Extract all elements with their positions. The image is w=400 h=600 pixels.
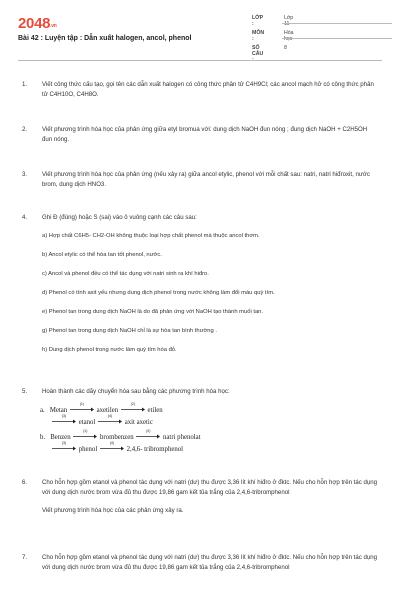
logo-main-text: 2048 [18, 15, 51, 32]
question-number: 5. [22, 388, 28, 395]
chain-substance: axit axetic [124, 419, 153, 426]
chain-substance: axetilen [96, 407, 119, 414]
meta-subject-value: Hóa học [284, 30, 294, 42]
meta-count-key: SỐ CÂU : [252, 45, 264, 63]
arrow-icon [70, 407, 94, 412]
chain-letter: b. [40, 434, 46, 441]
meta-subject-key: MÔN : [252, 30, 265, 42]
chain-substance: phenol [78, 446, 98, 453]
reaction-arrow [52, 414, 76, 425]
arrow-icon [136, 434, 160, 439]
arrow-icon [98, 419, 122, 424]
question-text: Cho hỗn hợp gồm etanol và phenol tác dụng với natri (dư) thu được 3,36 lít khí hiđro ở đktc. Nếu cho hỗn hợp trên tác dụng với dung dịch nước brom vừa đủ thu được 19,86 gam kết tủa trắng của 2,4,6-tribromphenol [42, 479, 378, 496]
true-false-statement: h) Dung dịch phenol trong nước làm quỳ tím hóa đỏ. [42, 347, 177, 353]
chain-substance: 2,4,6- tribromphenol [126, 446, 184, 453]
question-text: Hoàn thành các dãy chuyển hóa sau bằng các phương trình hóa học: [42, 388, 230, 395]
true-false-statement: d) Phenol có tính axit yếu nhưng dung dịch phenol trong nước không làm đổi màu quỳ tím. [42, 290, 275, 296]
reaction-arrow [52, 441, 76, 452]
true-false-statement: b) Ancol etylic có thể hòa tan tốt phenol, nước. [42, 252, 162, 258]
reaction-arrow [121, 402, 145, 413]
chain-substance: Benzen [50, 434, 71, 441]
true-false-statement: a) Hợp chất C6H5- CH2-OH không thuộc loại hợp chất phenol mà thuộc ancol thơm. [42, 233, 260, 239]
meta-grade-key: LỚP : [252, 15, 263, 27]
question-number: 3. [22, 171, 28, 178]
question-text: Viết công thức cấu tạo, gọi tên các dẫn xuất halogen có công thức phân tử C4H9Cl; các ancol mạch hở có công thức phân tử C4H10O, C4H8O. [42, 81, 374, 98]
meta-divider [282, 38, 392, 39]
question-1 [22, 80, 378, 100]
arrow-icon [73, 434, 97, 439]
question-text: Viết phương trình hóa học của phản ứng (nếu xảy ra) giữa ancol etylic, phenol với mỗi chất sau: natri, natri hiđroxit, nước brom, dung dịch HNO3. [42, 171, 370, 188]
arrow-icon [52, 419, 76, 424]
chain-letter: a. [40, 407, 45, 414]
conversion-chain-a [40, 402, 163, 429]
reaction-arrow [100, 441, 124, 452]
arrow-icon [121, 407, 145, 412]
chain-substance: etanol [78, 419, 96, 426]
logo-domain-text: .vn [50, 23, 57, 29]
chain-substance: brombenzen [100, 434, 134, 441]
chain-substance: Metan [49, 407, 68, 414]
question-text: Ghi Đ (đúng) hoặc S (sai) vào ô vuông cạnh các câu sau: [42, 214, 197, 221]
step-number: (1) [79, 402, 85, 406]
site-logo[interactable] [18, 15, 57, 32]
true-false-statement: c) Ancol và phenol đều có thể tác dụng với natri sinh ra khí hiđro. [42, 271, 209, 277]
arrow-icon [52, 446, 76, 451]
question-number: 1. [22, 81, 28, 88]
meta-grade-value: Lớp 11 [284, 15, 294, 27]
step-number: (3) [61, 441, 67, 445]
reaction-arrow [136, 429, 160, 440]
step-number: (2) [130, 402, 136, 406]
step-number: (4) [109, 441, 115, 445]
question-number: 6. [22, 479, 28, 486]
step-number: (4) [107, 414, 113, 418]
question-text: Viết phương trình hóa học của phản ứng giữa etyl bromua với: dung dịch NaOH đun nóng ; đung dịch NaOH + C2H5OH đun nóng. [42, 126, 368, 143]
question-7 [22, 553, 378, 573]
chain-substance: etilen [147, 407, 163, 414]
question-number: 7. [22, 554, 28, 561]
question-text: Cho hỗn hợp gồm etanol và phenol tác dụng với natri (dư) thu được 3,36 lít khí hiđro ở đktc. Nếu cho hỗn hợp trên tác dụng với dung dịch nước brom vừa đủ thu được 19,86 gam kết tủa trắng của 2,4,6-tribromphenol [42, 554, 378, 571]
question-body [42, 478, 378, 516]
meta-divider [282, 23, 392, 24]
step-number: (3) [61, 414, 67, 418]
arrow-icon [100, 446, 124, 451]
chain-substance: natri phenolat [163, 434, 201, 441]
question-3 [22, 170, 378, 190]
header-divider [18, 60, 382, 61]
lesson-title: Bài 42 : Luyện tập : Dẫn xuất halogen, ancol, phenol [18, 35, 192, 42]
step-number: (2) [146, 429, 151, 433]
question-number: 2. [22, 126, 28, 133]
question-5 [22, 387, 378, 397]
conversion-chain-b [40, 429, 201, 456]
true-false-statement: e) Phenol tan trong dung dịch NaOH là do đã phản ứng với NaOH tạo thành muối tan. [42, 309, 264, 315]
question-2 [22, 125, 378, 145]
reaction-arrow [73, 429, 97, 440]
question-4 [22, 213, 378, 355]
question-number: 4. [22, 214, 28, 221]
question-body [42, 213, 378, 355]
true-false-statement: g) Phenol tan trong dung dịch NaOH chỉ là sự hòa tan bình thường . [42, 328, 217, 334]
meta-count-value: 8 [284, 45, 287, 51]
step-number: (1) [83, 429, 88, 433]
reaction-arrow [98, 414, 122, 425]
question-6 [22, 478, 378, 516]
reaction-arrow [70, 402, 94, 413]
question-subtext: Viết phương trình hóa học của các phản ứng xảy ra. [42, 507, 184, 514]
